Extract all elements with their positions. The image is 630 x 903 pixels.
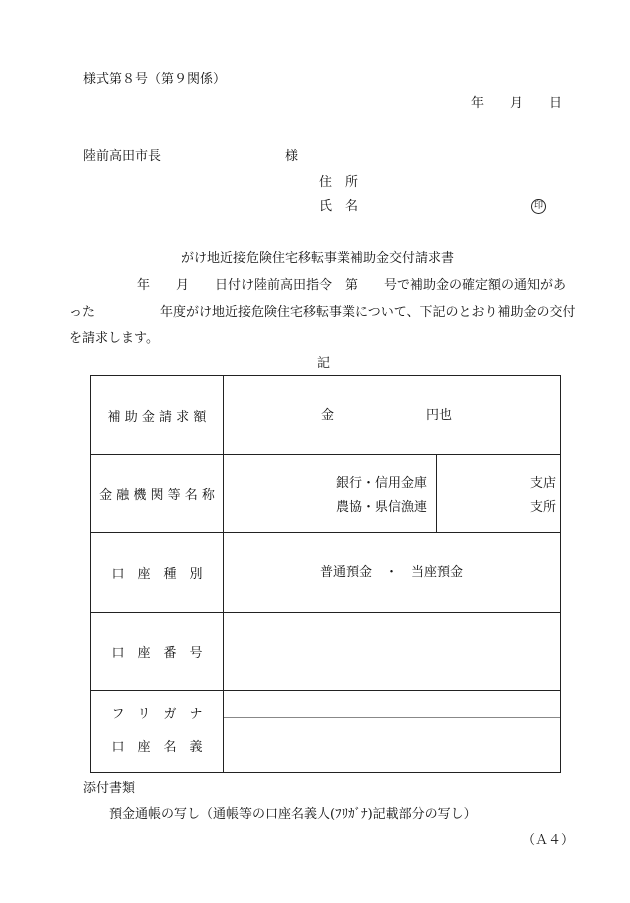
account-type-value: 普通預金 ・ 当座預金 xyxy=(320,565,464,581)
ki-heading: 記 xyxy=(317,356,331,371)
furigana-divider xyxy=(224,717,560,718)
bank-type-2: 農協・県信漁連 xyxy=(336,500,428,516)
bank-divider xyxy=(436,455,437,532)
account-name-labels xyxy=(91,690,224,772)
amount-prefix: 金 xyxy=(321,408,335,423)
bank-label: 金 融 機 関 等 名 称 xyxy=(91,455,224,533)
attachments-heading: 添付書類 xyxy=(83,781,136,796)
amount-label: 補 助 金 請 求 額 xyxy=(91,376,224,455)
paper-size: （Ａ４） xyxy=(522,833,575,848)
branch-1: 支店 xyxy=(530,476,557,492)
addressee-honorific: 様 xyxy=(285,149,299,164)
branch-2: 支所 xyxy=(530,500,557,516)
table-row-account-number xyxy=(91,612,561,690)
account-type-label: 口 座 種 別 xyxy=(91,533,224,612)
body-line-3: を請求します。 xyxy=(69,331,159,346)
bank-type-1: 銀行・信用金庫 xyxy=(336,476,428,492)
bank-field[interactable] xyxy=(224,455,561,533)
applicant-name-label: 氏 名 xyxy=(319,199,359,214)
account-name-field[interactable] xyxy=(224,690,561,772)
body-line-1: 年 月 日付け陸前高田指令 第 号で補助金の確定額の通知があ xyxy=(137,278,567,293)
table-row-amount xyxy=(91,376,561,455)
amount-suffix: 円也 xyxy=(426,408,453,423)
account-number-label: 口 座 番 号 xyxy=(91,612,224,690)
form-number: 様式第８号（第９関係） xyxy=(83,72,227,87)
document-title: がけ地近接危険住宅移転事業補助金交付請求書 xyxy=(181,251,455,266)
table-row-bank xyxy=(91,455,561,533)
seal-mark: 印 xyxy=(531,199,546,214)
account-type-field[interactable] xyxy=(224,533,561,612)
table-row-account-type xyxy=(91,533,561,612)
amount-field[interactable] xyxy=(224,376,561,455)
account-number-field[interactable] xyxy=(224,612,561,690)
furigana-label: フ リ ガ ナ xyxy=(111,707,203,723)
body-line-2: った 年度がけ地近接危険住宅移転事業について、下記のとおり補助金の交付 xyxy=(69,305,576,320)
table-row-account-name xyxy=(91,690,561,772)
account-name-label: 口 座 名 義 xyxy=(111,740,203,756)
addressee-mayor: 陸前高田市長 xyxy=(83,149,162,164)
applicant-address-label: 住 所 xyxy=(319,175,359,190)
attachment-item: 預金通帳の写し（通帳等の口座名義人(ﾌﾘｶﾞﾅ)記載部分の写し） xyxy=(109,807,477,822)
request-table xyxy=(90,375,561,773)
date-line: 年 月 日 xyxy=(471,96,563,111)
